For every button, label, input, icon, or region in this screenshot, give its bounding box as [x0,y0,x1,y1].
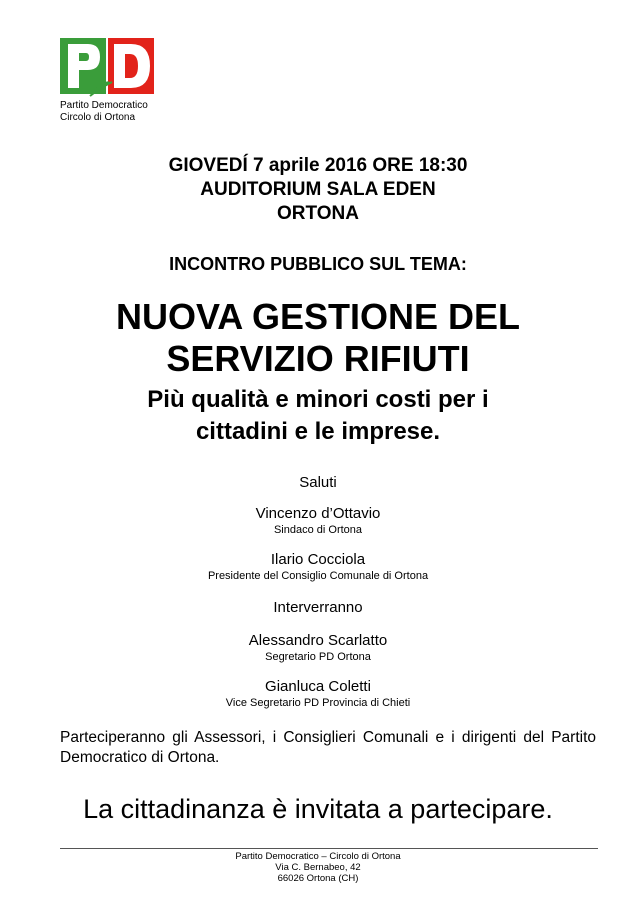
footer [0,851,636,884]
event-details [0,154,636,226]
subtitle-line-2: cittadini e le imprese. [195,418,441,445]
party-logo [60,38,160,123]
speaker-2-name: Gianluca Coletti [265,678,371,695]
participants-paragraph: Parteciperanno gli Assessori, i Consiglieri Comunali e i dirigenti del Partito Democratico di Ortona. [60,729,596,766]
logo-org-name: Partito Democratico [60,100,148,111]
speaker-1-name: Alessandro Scarlatto [248,632,388,649]
logo-circle-name: Circolo di Ortona [60,112,136,123]
greetings-label: Saluti [299,474,337,491]
greeter-1-role: Sindaco di Ortona [273,524,363,536]
topic-label: INCONTRO PUBBLICO SUL TEMA: [169,254,467,274]
title-line-1: NUOVA GESTIONE DEL [115,296,521,337]
pd-logo-icon [60,38,156,98]
footer-street: Via C. Bernabeo, 42 [275,862,361,873]
event-city: ORTONA [277,203,359,224]
invitation-text: La cittadinanza è invitata a partecipare. [83,794,553,824]
main-title [0,296,636,380]
greeter-1-name: Vincenzo d’Ottavio [255,505,381,522]
footer-org: Partito Democratico – Circolo di Ortona [235,851,401,862]
speaker-2-role: Vice Segretario PD Provincia di Chieti [225,697,411,709]
greeter-2-role: Presidente del Consiglio Comunale di Ortona [207,570,429,582]
footer-city: 66026 Ortona (CH) [277,873,359,884]
event-date: GIOVEDÍ 7 aprile 2016 ORE 18:30 [168,155,468,176]
footer-divider [60,848,598,849]
greeter-2-name: Ilario Cocciola [270,551,366,568]
title-line-2: SERVIZIO RIFIUTI [166,338,470,379]
subtitle-line-1: Più qualità e minori costi per i [147,386,489,413]
speakers-label: Interverranno [273,599,363,616]
speaker-1-role: Segretario PD Ortona [265,651,371,663]
subtitle [0,384,636,448]
event-venue: AUDITORIUM SALA EDEN [200,179,436,200]
